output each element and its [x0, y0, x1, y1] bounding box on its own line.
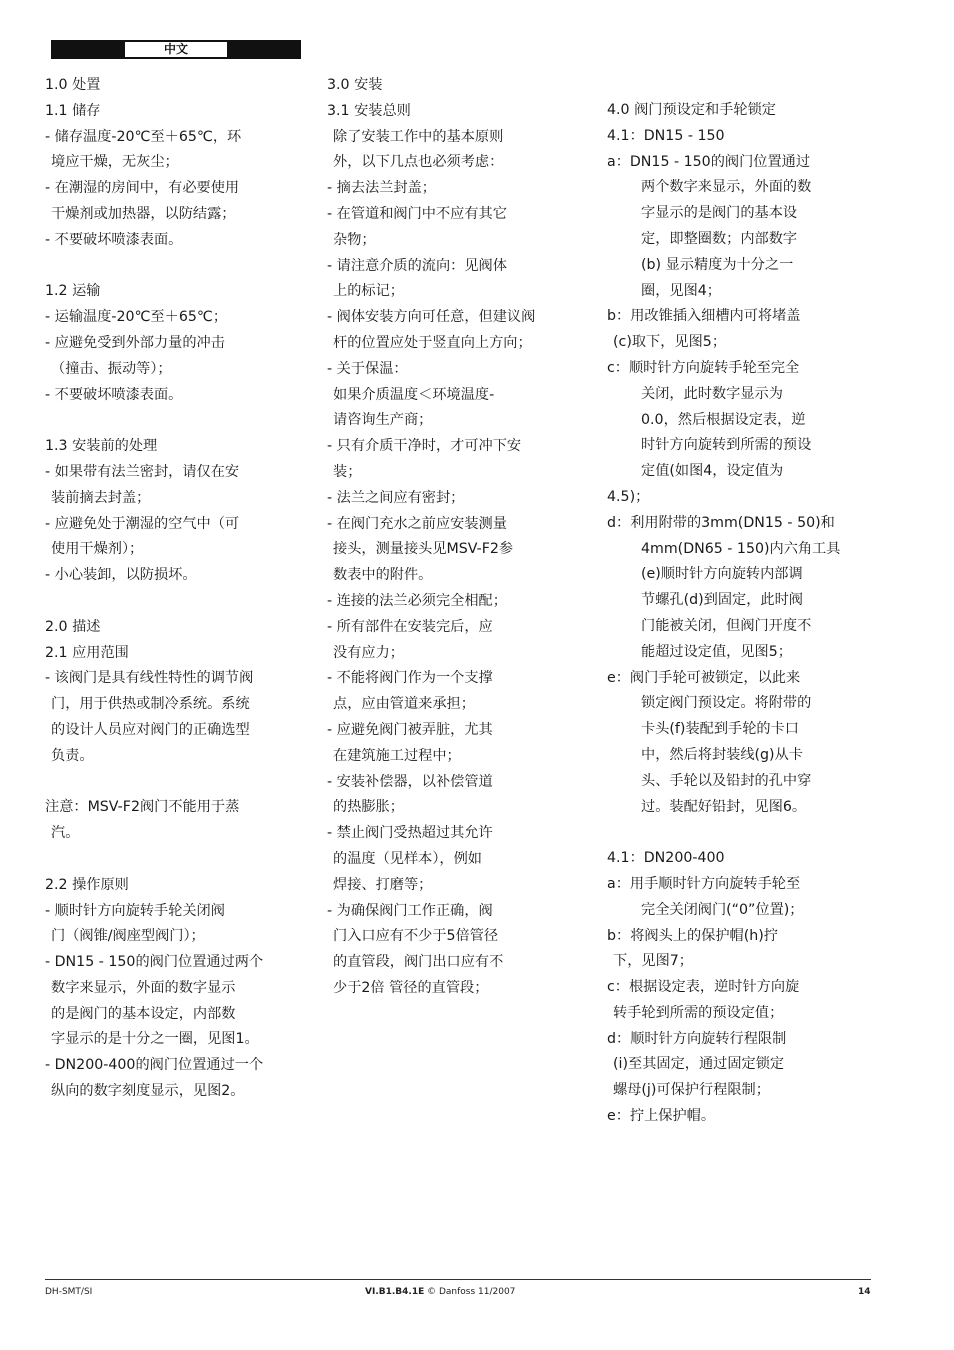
text-line: c：顺时针方向旋转手轮至完全: [607, 359, 800, 376]
text-line: 字显示的是十分之一圈，见图1。: [51, 1031, 259, 1048]
text-line: 螺母(j)可保护行程限制；: [613, 1082, 770, 1099]
paragraph-gap: [45, 847, 315, 873]
text-line: - 小心装卸，以防损坏。: [45, 567, 197, 584]
text-line: 锁定阀门预设定。将附带的: [641, 695, 812, 712]
text-line: - 禁止阀门受热超过其允许: [327, 825, 493, 842]
text-line: 圈，见图4；: [641, 282, 721, 299]
text-line: 使用干燥剂）；: [51, 541, 144, 558]
text-line: 门（阀锥/阀座型阀门）；: [51, 928, 205, 945]
text-line: 4.5)；: [607, 488, 650, 505]
footer-document-code: [365, 1286, 515, 1298]
text-line: 汽。: [51, 825, 80, 842]
text-line: - 该阀门是具有线性特性的调节阀: [45, 670, 254, 687]
footer-department: DH-SMT/SI: [45, 1287, 93, 1297]
text-line: 的温度（见样本），例如: [333, 850, 482, 867]
text-line: 纵向的数字刻度显示，见图2。: [51, 1083, 245, 1100]
text-line: 请咨询生产商；: [333, 412, 433, 429]
text-line: - 不要破坏喷漆表面。: [45, 386, 183, 403]
language-bar: [51, 40, 301, 59]
text-line: 4.1：DN15 - 150: [607, 127, 725, 144]
text-line: 能超过设定值，见图5；: [641, 643, 792, 660]
text-line: - 应避免阀门被弄脏，尤其: [327, 721, 493, 738]
text-line: 定，即整圈数；内部数字: [641, 230, 798, 247]
text-line: 的设计人员应对阀门的正确选型: [51, 721, 250, 738]
text-line: 杆的位置应处于竖直向上方向；: [333, 334, 532, 351]
text-line: 杂物；: [333, 231, 376, 248]
text-line: 没有应力；: [333, 644, 404, 661]
page-number: 14: [858, 1287, 871, 1297]
text-line: 数字来显示，外面的数字显示: [51, 979, 236, 996]
language-tab: 中文: [125, 42, 227, 57]
text-line: 外，以下几点也必须考虑：: [333, 154, 504, 171]
text-line: b：将阀头上的保护帽(h)拧: [607, 927, 778, 944]
text-line: 的是阀门的基本设定，内部数: [51, 1005, 236, 1022]
text-line: - 阀体安装方向可任意，但建议阀: [327, 309, 536, 326]
text-line: 0.0，然后根据设定表，逆: [641, 411, 806, 428]
text-line: 过。装配好铅封，见图6。: [641, 798, 807, 815]
text-line: - 所有部件在安装完后，应: [327, 618, 493, 635]
paragraph-gap: [45, 770, 315, 796]
text-line: 2.0 描述: [45, 618, 101, 635]
paragraph-gap: [607, 820, 887, 846]
text-line: （撞击、振动等）；: [51, 360, 172, 377]
text-line: 境应干燥，无灰尘；: [51, 154, 179, 171]
text-line: 的直管段，阀门出口应有不: [333, 954, 504, 971]
text-line: 3.0 安装: [327, 77, 383, 93]
text-line: 1.0 处置: [45, 77, 101, 93]
text-line: - 不要破坏喷漆表面。: [45, 231, 183, 248]
text-line: - 在管道和阀门中不应有其它: [327, 205, 507, 222]
text-line: 1.1 储存: [45, 102, 101, 119]
text-line: 卡头(f)装配到手轮的卡口: [641, 721, 799, 738]
text-line: 4.1：DN200-400: [607, 850, 725, 867]
text-line: 的热膨胀；: [333, 799, 404, 816]
text-line: 3.1 安装总则: [327, 102, 411, 119]
text-line: - 应避免受到外部力量的冲击: [45, 334, 225, 351]
text-line: 除了安装工作中的基本原则: [333, 128, 504, 145]
text-line: 4.0 阀门预设定和手轮锁定: [607, 102, 776, 118]
text-line: 字显示的是阀门的基本设: [641, 205, 798, 222]
text-line: - 法兰之间应有密封；: [327, 489, 465, 506]
text-line: - 只有介质干净时，才可冲下安: [327, 438, 522, 455]
text-line: (b) 显示精度为十分之一: [641, 256, 794, 273]
text-line: e：阀门手轮可被锁定，以此来: [607, 669, 801, 686]
text-line: - 不能将阀门作为一个支撑: [327, 670, 493, 687]
text-line: 注意：MSV-F2阀门不能用于蒸: [45, 799, 240, 816]
text-line: 负责。: [51, 747, 94, 764]
text-line: - DN200-400的阀门位置通过一个: [45, 1057, 264, 1074]
text-line: 数表中的附件。: [333, 567, 433, 584]
text-line: 1.2 运输: [45, 283, 101, 300]
text-line: - 顺时针方向旋转手轮关闭阀: [45, 902, 225, 919]
paragraph-gap: [45, 408, 315, 434]
text-line: 焊接、打磨等；: [333, 876, 433, 893]
text-line: 2.2 操作原则: [45, 876, 129, 893]
text-line: - DN15 - 150的阀门位置通过两个: [45, 954, 264, 971]
text-line: - 储存温度-20℃至＋65℃，环: [45, 128, 242, 145]
text-line: 头、手轮以及铅封的孔中穿: [641, 772, 812, 789]
text-line: 关闭，此时数字显示为: [641, 385, 783, 402]
text-line: (c)取下，见图5；: [613, 334, 727, 351]
column-2: [327, 73, 597, 1002]
text-line: (e)顺时针方向旋转内部调: [641, 566, 803, 583]
text-line: 装；: [333, 463, 362, 480]
text-line: 干燥剂或加热器，以防结露；: [51, 205, 236, 222]
text-line: - 应避免处于潮湿的空气中（可: [45, 515, 240, 532]
text-line: e：拧上保护帽。: [607, 1108, 716, 1125]
text-line: 门能被关闭，但阀门开度不: [641, 617, 812, 634]
text-line: 如果介质温度＜环境温度-: [333, 386, 495, 403]
text-line: d：利用附带的3mm(DN15 - 50)和: [607, 514, 835, 531]
text-line: - 在潮湿的房间中，有必要使用: [45, 180, 240, 197]
text-line: 中，然后将封装线(g)从卡: [641, 746, 803, 763]
text-line: 门，用于供热或制冷系统。系统: [51, 696, 250, 713]
paragraph-gap: [45, 254, 315, 280]
text-line: (i)至其固定，通过固定锁定: [613, 1056, 785, 1073]
footer-copyright: © Danfoss 11/2007: [424, 1287, 516, 1297]
column-3: [607, 98, 887, 1130]
text-line: 装前摘去封盖；: [51, 489, 151, 506]
text-line: 1.3 安装前的处理: [45, 438, 158, 455]
text-line: - 连接的法兰必须完全相配；: [327, 592, 507, 609]
footer-code: VI.B1.B4.1E: [365, 1287, 425, 1297]
text-line: 定值(如图4，设定值为: [641, 463, 784, 480]
text-line: - 如果带有法兰密封，请仅在安: [45, 463, 240, 480]
text-line: 2.1 应用范围: [45, 644, 129, 661]
text-line: 4mm(DN65 - 150)内六角工具: [641, 540, 841, 557]
text-line: 下，见图7；: [613, 953, 693, 970]
column-1: [45, 73, 315, 1105]
text-line: 门入口应有不少于5倍管径: [333, 928, 499, 945]
text-line: - 关于保温：: [327, 360, 408, 377]
text-line: 转手轮到所需的预设定值；: [613, 1004, 784, 1021]
text-line: 接头，测量接头见MSV-F2参: [333, 541, 514, 558]
text-line: 点，应由管道来承担；: [333, 696, 475, 713]
text-line: 在建筑施工过程中；: [333, 747, 461, 764]
text-line: - 摘去法兰封盖；: [327, 180, 436, 197]
text-line: d：顺时针方向旋转行程限制: [607, 1030, 787, 1047]
text-line: 节螺孔(d)到固定，此时阀: [641, 592, 803, 609]
text-line: - 请注意介质的流向：见阀体: [327, 257, 507, 274]
text-line: 时针方向旋转到所需的预设: [641, 437, 812, 454]
footer-divider: [45, 1279, 871, 1280]
text-line: a：用手顺时针方向旋转手轮至: [607, 875, 801, 892]
text-line: 少于2倍 管径的直管段；: [333, 979, 489, 996]
text-line: - 为确保阀门工作正确，阀: [327, 902, 493, 919]
text-line: c：根据设定表，逆时针方向旋: [607, 979, 800, 996]
paragraph-gap: [45, 589, 315, 615]
text-line: 两个数字来显示，外面的数: [641, 179, 812, 196]
text-line: a：DN15 - 150的阀门位置通过: [607, 153, 811, 170]
text-line: b：用改锥插入细槽内可将堵盖: [607, 308, 801, 325]
text-line: - 在阀门充水之前应安装测量: [327, 515, 507, 532]
text-line: - 运输温度-20℃至＋65℃；: [45, 309, 228, 326]
text-line: - 安装补偿器，以补偿管道: [327, 773, 493, 790]
text-line: 完全关闭阀门(“0”位置)；: [641, 901, 804, 918]
text-line: 上的标记；: [333, 283, 404, 300]
